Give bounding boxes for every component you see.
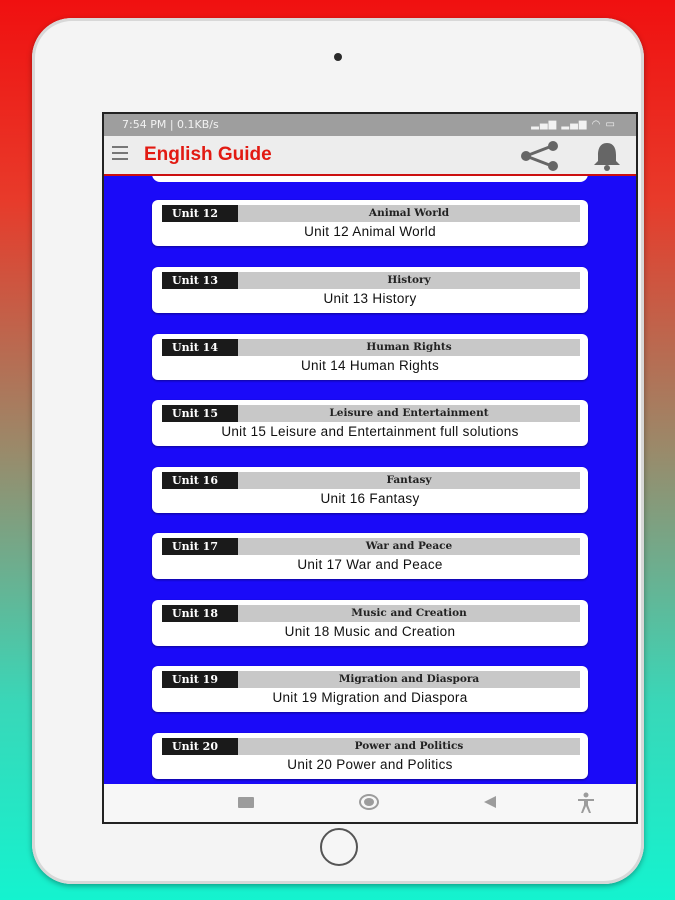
status-time: 7:54 PM | 0.1KB/s [122, 118, 219, 131]
card-header [162, 472, 580, 489]
unit-badge: Unit 20 [162, 738, 238, 755]
unit-badge: Unit 14 [162, 339, 238, 356]
camera-dot [334, 53, 342, 61]
unit-subtitle: Unit 12 Animal World [304, 224, 436, 239]
tablet-home-button[interactable] [320, 828, 358, 866]
unit-subtitle: Unit 16 Fantasy [320, 491, 420, 506]
unit-badge: Unit 17 [162, 538, 238, 555]
unit-subtitle: Unit 13 History [323, 291, 417, 306]
card-header [162, 405, 580, 422]
back-icon[interactable] [484, 796, 496, 808]
unit-badge: Unit 16 [162, 472, 238, 489]
unit-topic: Migration and Diaspora [338, 673, 480, 685]
recent-apps-icon[interactable] [238, 797, 254, 808]
unit-card-13[interactable] [152, 267, 588, 313]
status-icons: ▂▄▆ ▂▄▆ ◠ ▭ [531, 119, 616, 130]
tablet-frame [32, 18, 644, 884]
unit-badge: Unit 13 [162, 272, 238, 289]
unit-subtitle: Unit 19 Migration and Diaspora [272, 690, 468, 705]
unit-badge: Unit 19 [162, 671, 238, 688]
unit-card-20[interactable] [152, 733, 588, 779]
unit-list [104, 176, 636, 786]
previous-card-edge [152, 176, 588, 182]
bell-icon[interactable] [590, 140, 624, 172]
card-header [162, 339, 580, 356]
status-bar [104, 114, 636, 136]
app-title: English Guide [144, 144, 272, 165]
unit-subtitle: Unit 20 Power and Politics [287, 757, 453, 772]
unit-topic: War and Peace [365, 540, 453, 552]
unit-badge: Unit 18 [162, 605, 238, 622]
accessibility-icon[interactable] [576, 792, 596, 814]
unit-subtitle: Unit 18 Music and Creation [284, 624, 456, 639]
system-nav-bar [104, 784, 636, 822]
card-header [162, 272, 580, 289]
unit-topic: Fantasy [386, 474, 432, 486]
card-header [162, 605, 580, 622]
unit-subtitle: Unit 14 Human Rights [300, 358, 440, 373]
unit-card-15[interactable] [152, 400, 588, 446]
card-header [162, 205, 580, 222]
unit-card-12[interactable] [152, 200, 588, 246]
unit-card-14[interactable] [152, 334, 588, 380]
card-header [162, 538, 580, 555]
unit-card-18[interactable] [152, 600, 588, 646]
unit-card-19[interactable] [152, 666, 588, 712]
share-icon[interactable] [516, 140, 564, 172]
menu-icon[interactable] [112, 146, 128, 160]
unit-badge: Unit 12 [162, 205, 238, 222]
unit-topic: Power and Politics [354, 740, 464, 752]
home-icon[interactable] [359, 794, 379, 810]
unit-card-16[interactable] [152, 467, 588, 513]
unit-badge: Unit 15 [162, 405, 238, 422]
unit-topic: Human Rights [366, 341, 452, 353]
device-screen [102, 112, 638, 824]
unit-subtitle: Unit 17 War and Peace [297, 557, 443, 572]
card-header [162, 738, 580, 755]
unit-topic: Animal World [368, 207, 450, 219]
card-header [162, 671, 580, 688]
unit-topic: History [387, 274, 431, 286]
unit-topic: Music and Creation [351, 607, 467, 619]
app-bar [104, 136, 636, 176]
unit-subtitle: Unit 15 Leisure and Entertainment full solutions [221, 424, 519, 439]
unit-topic: Leisure and Entertainment [329, 407, 489, 419]
unit-card-17[interactable] [152, 533, 588, 579]
